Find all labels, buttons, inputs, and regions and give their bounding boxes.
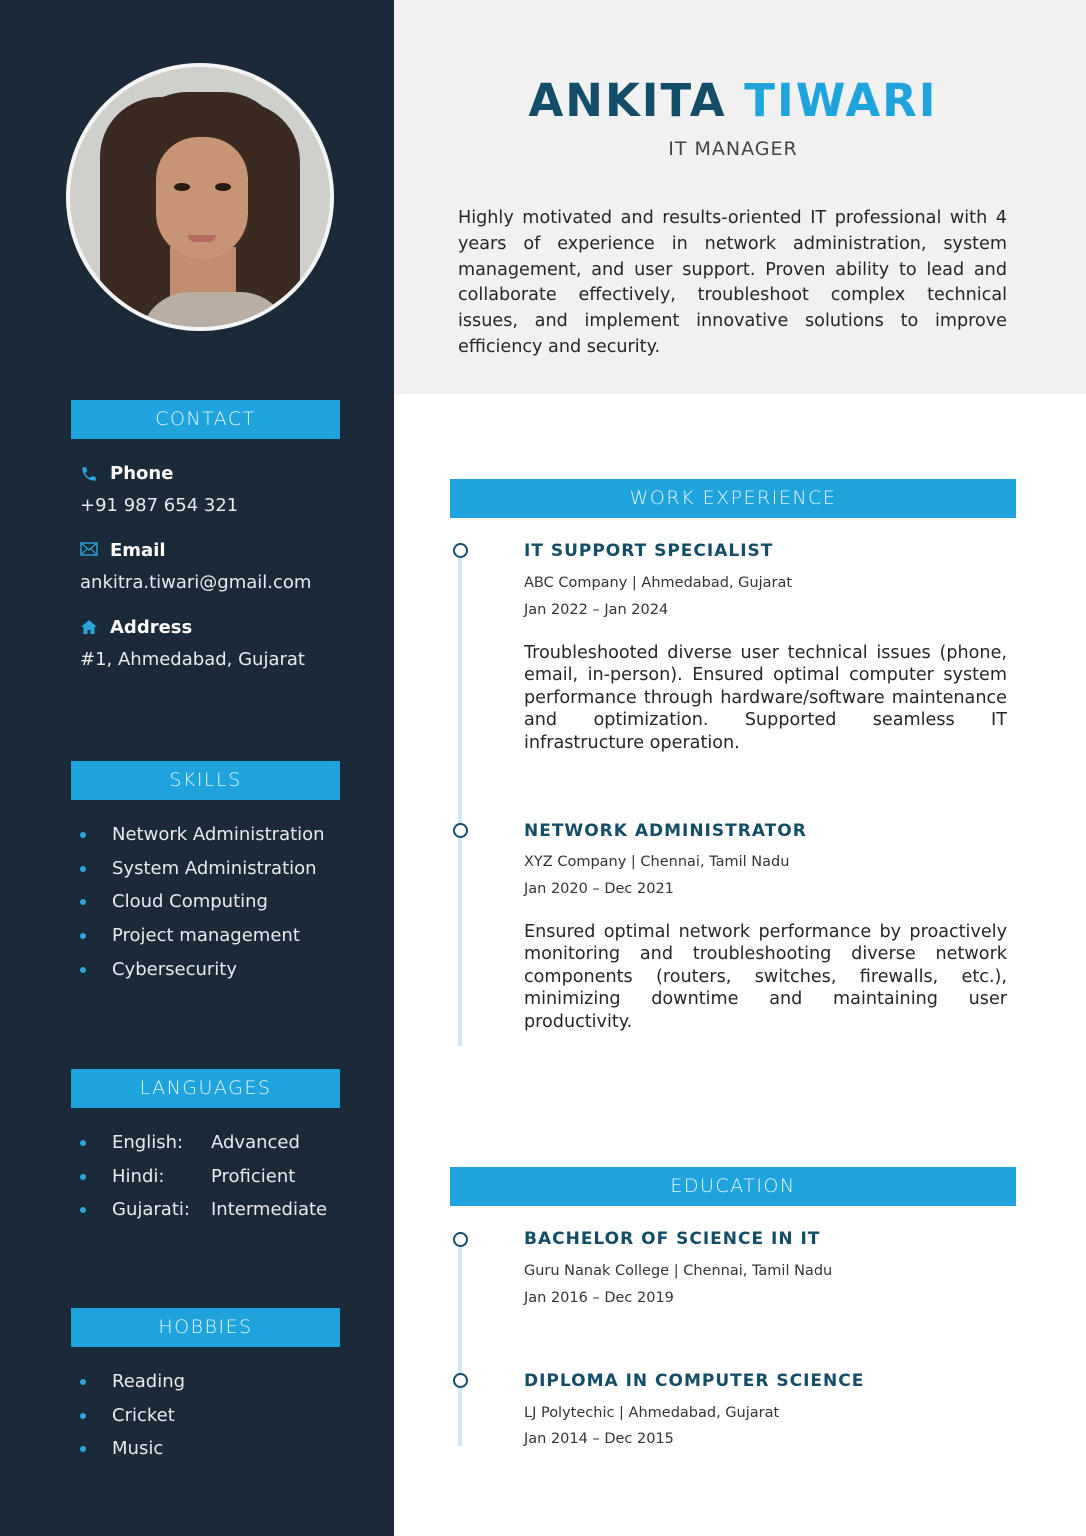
work-experience-header: WORK EXPERIENCE [450,479,1016,518]
job-description: Troubleshooted diverse user technical issues (phone, email, in-person). Ensured optimal computer system performance through hardware/software maintenance and optimization. Supported seamless IT infrastructure operation. [524,643,1007,753]
skill-item: Cybersecurity [80,953,325,987]
hobbies-list [80,1365,185,1466]
school-name: Guru Nanak College | Chennai, Tamil Nadu [524,1263,833,1279]
email-value[interactable]: ankitra.tiwari@gmail.com [80,572,312,593]
degree-title: BACHELOR OF SCIENCE IN IT [524,1229,821,1249]
hobby-item: Cricket [80,1399,185,1433]
school-name: LJ Polytechic | Ahmedabad, Gujarat [524,1405,780,1421]
profile-summary: Highly motivated and results-oriented IT professional with 4 years of experience in network administration, system management, and user support. Proven ability to lead and collaborate effectively, troubleshoot complex technical issues, and implement innovative solutions to improve efficiency and security. [458,208,1007,357]
contact-section-header: CONTACT [71,400,340,439]
job-description: Ensured optimal network performance by proactively monitoring and troubleshooting diverse network components (routers, switches, firewalls, etc.), minimizing downtime and maintaining user productivity. [524,922,1007,1032]
address-label-text: Address [110,617,193,638]
timeline-dot [453,823,468,838]
language-item [80,1193,327,1227]
photo-eye-left [174,183,190,191]
language-level: Intermediate [211,1199,328,1221]
profile-photo [66,63,334,331]
language-name: Gujarati: [112,1199,190,1221]
work-timeline-line [458,558,462,1046]
timeline-dot [453,1373,468,1388]
hobby-item: Music [80,1432,185,1466]
phone-icon [80,465,98,483]
phone-label-text: Phone [110,463,174,484]
last-name: TIWARI [744,74,938,127]
skill-item: Project management [80,919,325,953]
full-name [394,74,1072,127]
language-item [80,1126,327,1160]
languages-section-header: LANGUAGES [71,1069,340,1108]
hobby-item: Reading [80,1365,185,1399]
skill-item: Cloud Computing [80,885,325,919]
job-dates: Jan 2020 – Dec 2021 [524,881,674,897]
education-dates: Jan 2016 – Dec 2019 [524,1290,674,1306]
photo-eye-right [215,183,231,191]
first-name: ANKITA [528,74,727,127]
photo-mouth [188,235,216,242]
skills-section-header: SKILLS [71,761,340,800]
hobbies-section-header: HOBBIES [71,1308,340,1347]
job-title: IT MANAGER [668,138,798,160]
email-label-text: Email [110,540,166,561]
job-company: ABC Company | Ahmedabad, Gujarat [524,575,793,591]
language-level: Advanced [211,1132,300,1153]
job-dates: Jan 2022 – Jan 2024 [524,602,669,618]
education-timeline-line [458,1246,462,1446]
language-name: Hindi: [112,1165,165,1187]
skill-item: System Administration [80,852,325,886]
address-value: #1, Ahmedabad, Gujarat [80,649,305,670]
timeline-dot [453,543,468,558]
skill-item: Network Administration [80,818,325,852]
timeline-dot [453,1232,468,1247]
skills-list [80,818,325,986]
language-level: Proficient [211,1165,296,1187]
envelope-icon [80,542,98,560]
job-company: XYZ Company | Chennai, Tamil Nadu [524,854,790,870]
home-icon [80,619,98,637]
education-dates: Jan 2014 – Dec 2015 [524,1431,674,1447]
degree-title: DIPLOMA IN COMPUTER SCIENCE [524,1371,865,1391]
job-title-entry: IT SUPPORT SPECIALIST [524,541,774,561]
languages-list [80,1126,327,1227]
language-item [80,1160,327,1194]
address-label [80,617,192,638]
phone-value[interactable]: +91 987 654 321 [80,495,239,516]
job-title-entry: NETWORK ADMINISTRATOR [524,821,807,841]
language-name: English: [112,1132,184,1153]
phone-label [80,463,173,484]
email-label [80,540,166,561]
education-header: EDUCATION [450,1167,1016,1206]
